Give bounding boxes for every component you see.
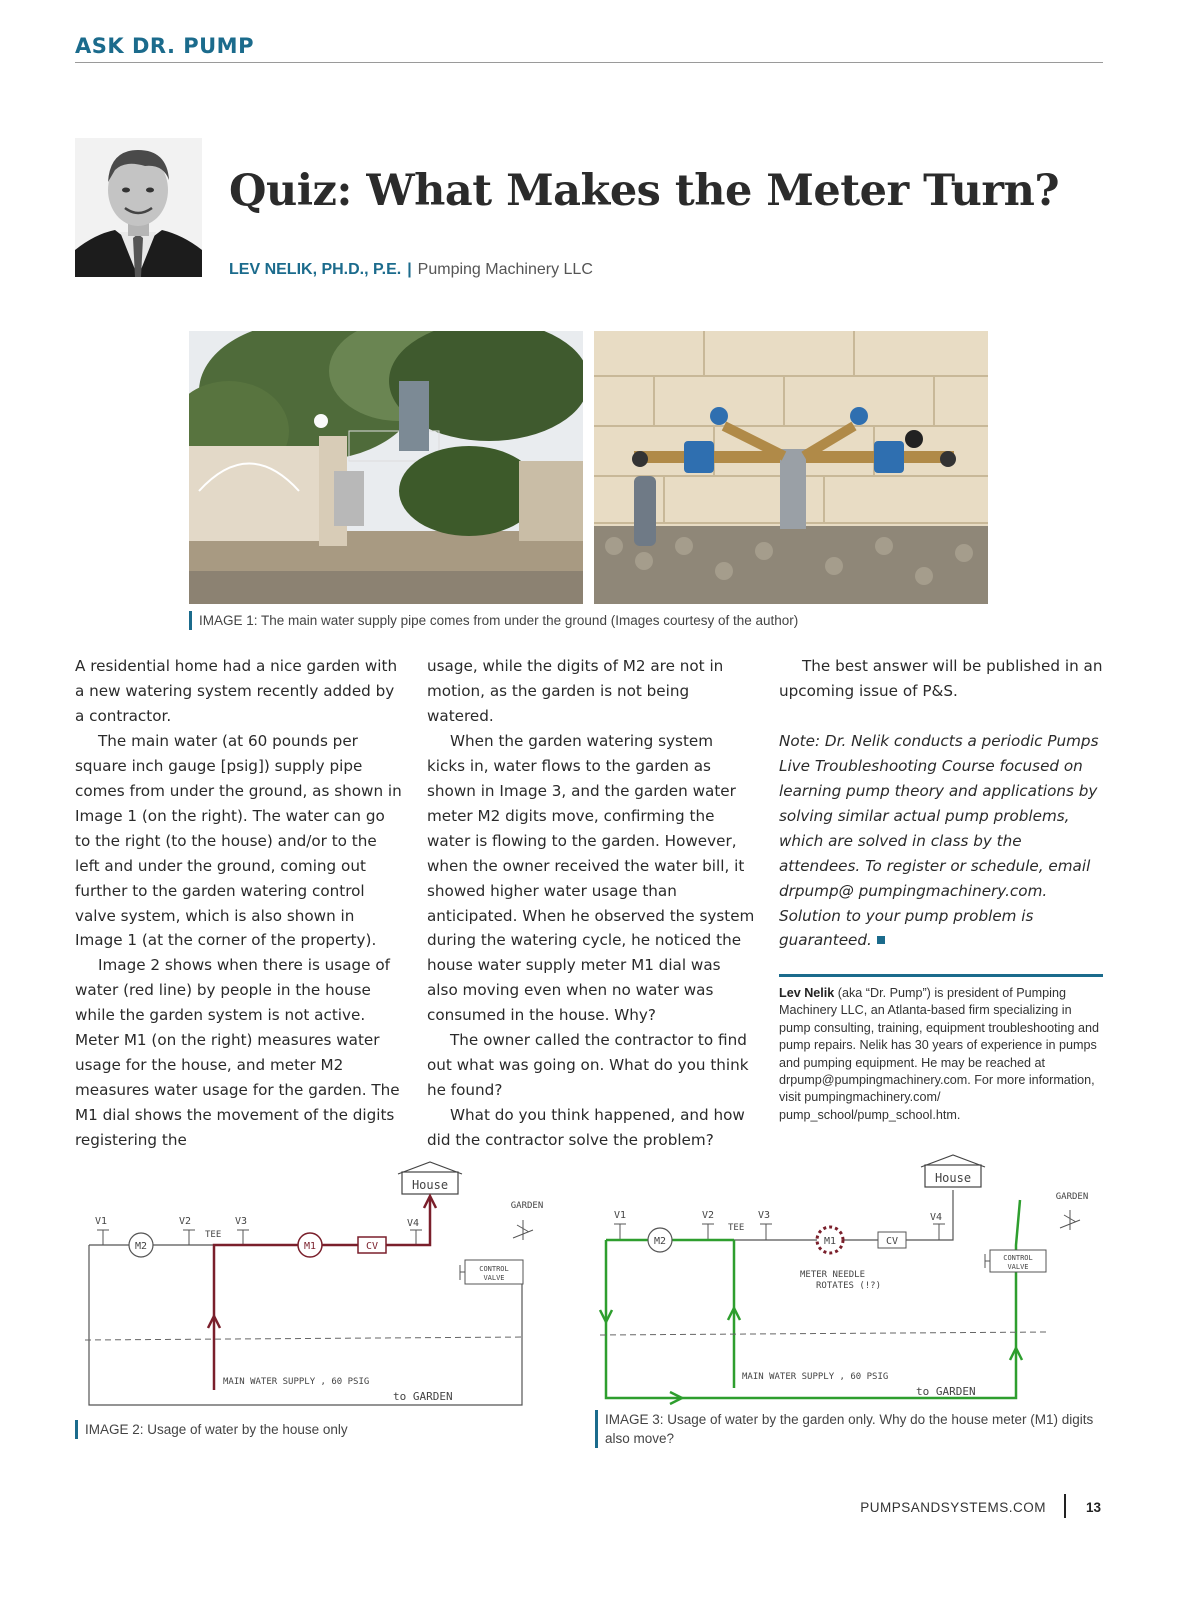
body-column-2 [427,654,755,1153]
label-tee: TEE [205,1230,222,1240]
label-v2: V2 [179,1216,192,1227]
label-cv: CV [885,1236,899,1247]
paragraph: What do you think happened, and how did the contractor solve the problem? [427,1106,745,1150]
image2-caption [75,1420,348,1439]
image3-caption [595,1410,1110,1448]
label-v4: V4 [930,1212,943,1223]
label-main-supply: MAIN WATER SUPPLY , 60 PSIG [742,1372,889,1382]
label-main-supply: MAIN WATER SUPPLY , 60 PSIG [223,1377,370,1387]
byline-separator: | [407,261,412,278]
author-company: Pumping Machinery LLC [417,261,593,278]
author-name: LEV NELIK, PH.D., P.E. [229,261,402,278]
photo-property-corner [189,331,583,604]
paragraph: usage, while the digits of M2 are not in motion, as the garden is not being watered. [427,657,724,725]
label-to-garden: to GARDEN [916,1385,976,1398]
paragraph: The owner called the contractor to find out what was going on. What do you think he found? [427,1031,749,1100]
end-mark-icon [877,936,885,944]
caption-label: IMAGE 2: [85,1422,144,1437]
byline [229,261,593,279]
label-meter-note: METER NEEDLE [800,1270,866,1280]
label-meter-note-2: ROTATES (!?) [816,1281,882,1291]
label-v3: V3 [758,1210,771,1221]
label-v4: V4 [407,1218,420,1229]
label-m1: M1 [303,1241,317,1252]
caption-label: IMAGE 1: [199,613,258,628]
label-garden: GARDEN [510,1201,544,1211]
bio-rule [779,974,1103,977]
label-cv: CV [365,1241,379,1252]
label-v3: V3 [235,1216,248,1227]
paragraph: The best answer will be published in an upcoming issue of P&S. [779,657,1103,700]
header-rule [75,62,1103,63]
bio-name: Lev Nelik [779,986,835,1000]
label-house: House [411,1178,449,1192]
label-v2: V2 [702,1210,715,1221]
author-portrait [75,138,202,277]
label-m1: M1 [823,1236,837,1247]
body-column-1 [75,654,403,1153]
article-title: Quiz: What Makes the Meter Turn? [229,166,1060,216]
label-v1: V1 [95,1216,108,1227]
author-bio [779,985,1103,1124]
bio-text: (aka “Dr. Pump”) is president of Pumping Machinery LLC, an Atlanta-based firm specializing in pump consulting, training, equipment troubleshooting and pump repairs. Nelik has 30 years of experience in pumps and pumping equipment. He may be reached at drpump@pumpingmachinery.com. For more information, visit pumpingmachinery.com/ pump_school/pump_school.htm. [779,986,1099,1122]
caption-text: The main water supply pipe comes from under the ground (Images courtesy of the author) [257,613,799,628]
paragraph: The main water (at 60 pounds per square inch gauge [psig]) supply pipe comes from under the ground, as shown in Image 1 (on the right). The water can go to the right (to the house) and/or to the left and under the ground, coming out further to the garden watering control valve system, which is also shown in Image 1 (at the corner of the property). [75,731,402,950]
label-tee: TEE [728,1223,745,1233]
paragraph: A residential home had a nice garden with a new watering system recently added by a contractor. [75,657,398,725]
diagram-garden-usage [590,1150,1100,1410]
paragraph: Image 2 shows when there is usage of water (red line) by people in the house while the garden system is not active. Meter M1 (on the right) measures water usage for the house, and meter M2 measures water usage for the garden. The M1 dial shows the movement of the digits registering the [75,956,400,1150]
footer-site: PUMPSANDSYSTEMS.COM [860,1500,1046,1515]
label-v1: V1 [614,1210,627,1221]
body-column-3 [779,654,1103,953]
label-control-valve-2: VALVE [1007,1263,1029,1271]
page-number: 13 [1086,1500,1102,1515]
label-control-valve: CONTROL [1003,1254,1033,1262]
label-m2: M2 [653,1236,667,1247]
label-control-valve-2: VALVE [483,1274,505,1282]
label-m2: M2 [134,1241,148,1252]
label-control-valve: CONTROL [479,1265,509,1273]
caption-text: Usage of water by the house only [143,1422,348,1437]
label-garden: GARDEN [1055,1192,1089,1202]
paragraph: When the garden watering system kicks in, water flows to the garden as shown in Image 3, and the garden water meter M2 digits move, confirming the water is flowing to the garden. However, when the owner received the water bill, it showed higher water usage than anticipated. When he observed the system during the watering cycle, he noticed the house water supply meter M1 dial was also moving even when no water was consumed in the house. Why? [427,731,755,1025]
photo-pipe-meters [594,331,988,604]
note-text: Note: Dr. Nelik conducts a periodic Pumps Live Troubleshooting Course focused on learning pump theory and applications by solving similar actual pump problems, which are solved in class by the attendees. To register or schedule, email drpump@ pumpingmachinery.com. Solution to your pump problem is guaranteed. [779,731,1099,950]
note-paragraph [779,729,1103,954]
caption-text: Usage of water by the garden only. Why do the house meter (M1) digits also move? [605,1412,1094,1446]
footer-divider [1064,1494,1066,1518]
label-to-garden: to GARDEN [393,1390,453,1403]
section-label: ASK DR. PUMP [75,34,254,58]
image1-caption [189,611,798,630]
diagram-house-usage [75,1150,545,1410]
label-house: House [934,1171,972,1185]
caption-label: IMAGE 3: [605,1412,664,1427]
